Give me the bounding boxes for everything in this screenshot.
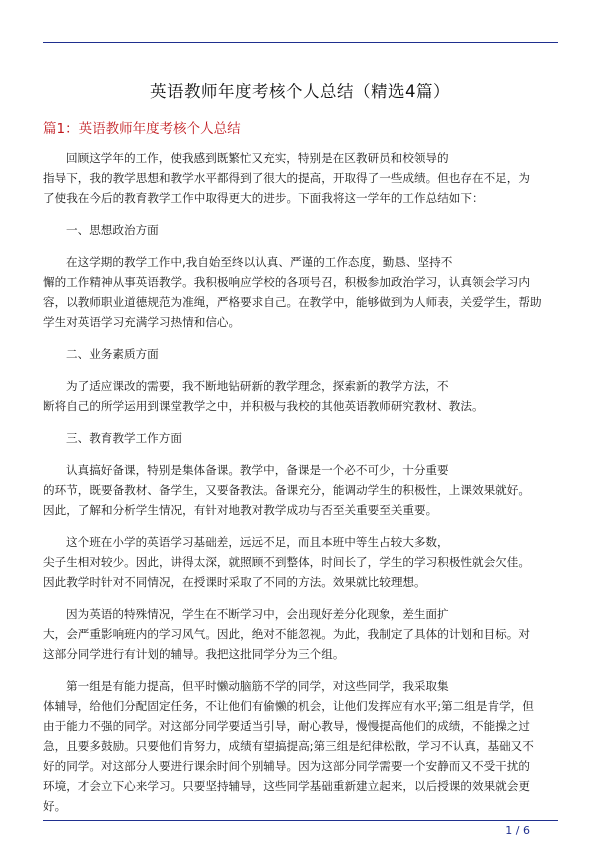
paragraph-line: 由于能力不强的同学。对这部分同学要适当引导，耐心教导，慢慢提高他们的成绩，不能操之过 bbox=[43, 719, 530, 733]
paragraph-line: 因此，了解和分析学生情况，有针对地教对教学成功与否至关重要至关重要。 bbox=[43, 503, 438, 517]
paragraph-line: 回顾这学年的工作，使我感到既繁忙又充实，特别是在区教研员和校领导的 bbox=[66, 151, 449, 165]
paragraph bbox=[43, 460, 558, 520]
paragraph-line: 断将自己的所学运用到课堂教学之中，并积极与我校的其他英语教师研究教材、教法。 bbox=[43, 399, 484, 413]
paragraph bbox=[43, 252, 558, 332]
paragraph-line: 了使我在今后的教育教学工作中取得更大的进步。下面我将这一学年的工作总结如下： bbox=[43, 191, 484, 205]
paragraph-line: 指导下，我的教学思想和教学水平都得到了很大的提高，开取得了一些成绩。但也存在不足，为 bbox=[43, 171, 530, 185]
paragraph-line: 学生对英语学习充满学习热情和信心。 bbox=[43, 315, 241, 329]
page-number: 1 / 6 bbox=[505, 824, 530, 837]
paragraph-line: 急，且要多鼓励。只要他们肯努力，成绩有望搞提高;第三组是纪律松散，学习不认真，基础又不 bbox=[43, 739, 534, 753]
paragraph-line: 懈的工作精神从事英语教学。我积极响应学校的各项号召，积极参加政治学习，认真领会学习内 bbox=[43, 275, 530, 289]
paragraph-line: 好的同学。对这部分人要进行课余时间个别辅导。因为这部分同学需要一个安静而又不受干扰的 bbox=[43, 759, 530, 773]
paragraph bbox=[43, 148, 558, 208]
document-title: 英语教师年度考核个人总结（精选4篇） bbox=[150, 82, 450, 101]
paragraph-line: 在这学期的教学工作中,我自始至终以认真、严谨的工作态度，勤恳、坚持不 bbox=[66, 255, 453, 269]
section-heading: 三、教育教学工作方面 bbox=[66, 431, 182, 445]
paragraph-line: 尖子生相对较少。因此，讲得太深，就照顾不到整体，时间长了，学生的学习积极性就会欠佳。 bbox=[43, 555, 530, 569]
paragraph-line: 体辅导，给他们分配固定任务，不让他们有偷懒的机会，让他们发挥应有水平;第二组是肯学，但 bbox=[43, 699, 534, 713]
section-heading: 一、思想政治方面 bbox=[66, 223, 159, 237]
paragraph-line: 好。 bbox=[43, 799, 67, 813]
paragraph bbox=[43, 604, 558, 664]
paragraph-line: 大，会严重影响班内的学习风气。因此，绝对不能忽视。为此，我制定了具体的计划和目标。对 bbox=[43, 627, 530, 641]
paragraph bbox=[43, 376, 558, 416]
header-rule bbox=[43, 42, 558, 43]
paragraph bbox=[43, 532, 558, 592]
paragraph-line: 第一组是有能力提高，但平时懒动脑筋不学的同学，对这些同学，我采取集 bbox=[66, 679, 449, 693]
paragraph-line: 为了适应课改的需要，我不断地钻研新的教学理念，探索新的教学方法，不 bbox=[66, 379, 449, 393]
paragraph-line: 的环节，既要备教材、备学生，又要备教法。备课充分，能调动学生的积极性，上课效果就好。 bbox=[43, 483, 530, 497]
paragraph-line: 环境，才会立下心来学习。只要坚持辅导，这些同学基础重新建立起来，以后授课的效果就会更 bbox=[43, 779, 530, 793]
paragraph-line: 容，以教师职业道德规范为准绳，严格要求自己。在教学中，能够做到为人师表，关爱学生，帮助 bbox=[43, 295, 542, 309]
footer-rule bbox=[43, 820, 558, 821]
section-heading: 二、业务素质方面 bbox=[66, 347, 159, 361]
section-title: 篇1：英语教师年度考核个人总结 bbox=[43, 121, 241, 137]
document-body bbox=[43, 148, 558, 828]
paragraph-line: 这部分同学进行有计划的辅导。我把这批同学分为三个组。 bbox=[43, 647, 345, 661]
paragraph-line: 这个班在小学的英语学习基础差，远远不足，而且本班中等生占较大多数， bbox=[66, 535, 449, 549]
paragraph-line: 因此教学时针对不同情况，在授课时采取了不同的方法。效果就比较理想。 bbox=[43, 575, 426, 589]
paragraph-line: 因为英语的特殊情况，学生在不断学习中，会出现好差分化现象，差生面扩 bbox=[66, 607, 449, 621]
paragraph-line: 认真搞好备课，特别是集体备课。教学中，备课是一个必不可少，十分重要 bbox=[66, 463, 449, 477]
paragraph bbox=[43, 676, 558, 816]
